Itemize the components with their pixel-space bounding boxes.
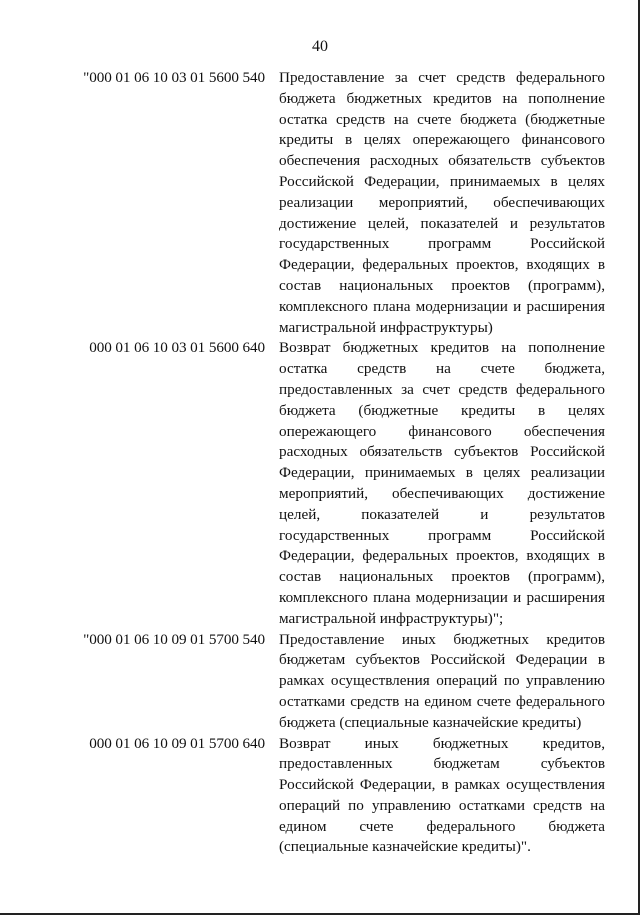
budget-classification-code: 000 01 06 10 09 01 5700 640 (89, 734, 265, 752)
budget-code-description: Предоставление за счет средств федерального бюджета бюджетных кредитов на пополнение остатка средств на счете бюджета (бюджетные кредиты в целях опережающего финансового обеспечения расходных обязательств субъектов Российской Федерации, принимаемых в целях реализации мероприятий, обеспечивающих достижение целей, показателей и результатов государственных программ Российской Федерации, федеральных проектов, входящих в состав национальных проектов (программ), комплексного плана модернизации и расширения магистральной инфраструктуры) (279, 69, 605, 336)
budget-classification-code: "000 01 06 10 03 01 5600 540 (83, 69, 265, 86)
budget-code-entry (60, 630, 605, 734)
budget-classification-code: 000 01 06 10 03 01 5600 640 (89, 339, 265, 357)
budget-code-description: Предоставление иных бюджетных кредитов бюджетам субъектов Российской Федерации в рамках осуществления операций по управлению остатками средств на едином счете федерального бюджета (специальные казначейские кредиты) (279, 630, 605, 731)
budget-code-list (60, 68, 605, 858)
budget-code-description: Возврат иных бюджетных кредитов, предоставленных бюджетам субъектов Российской Федерации, в рамках осуществления операций по управлению остатками средств на едином счете федерального бюджета (специальные казначейские кредиты)". (279, 734, 605, 856)
budget-code-entry (60, 68, 605, 338)
budget-classification-code: "000 01 06 10 09 01 5700 540 (83, 630, 265, 648)
budget-code-entry (60, 734, 605, 859)
budget-code-description: Возврат бюджетных кредитов на пополнение остатка средств на счете бюджета, предоставленных за счет средств федерального бюджета (бюджетные кредиты в целях опережающего финансового обеспечения расходных обязательств субъектов Российской Федерации, принимаемых в целях реализации мероприятий, обеспечивающих достижение целей, показателей и результатов государственных программ Российской Федерации, федеральных проектов, входящих в состав национальных проектов (программ), комплексного плана модернизации и расширения магистральной инфраструктуры)"; (279, 339, 605, 627)
page-number: 40 (312, 38, 328, 55)
budget-code-entry (60, 338, 605, 629)
